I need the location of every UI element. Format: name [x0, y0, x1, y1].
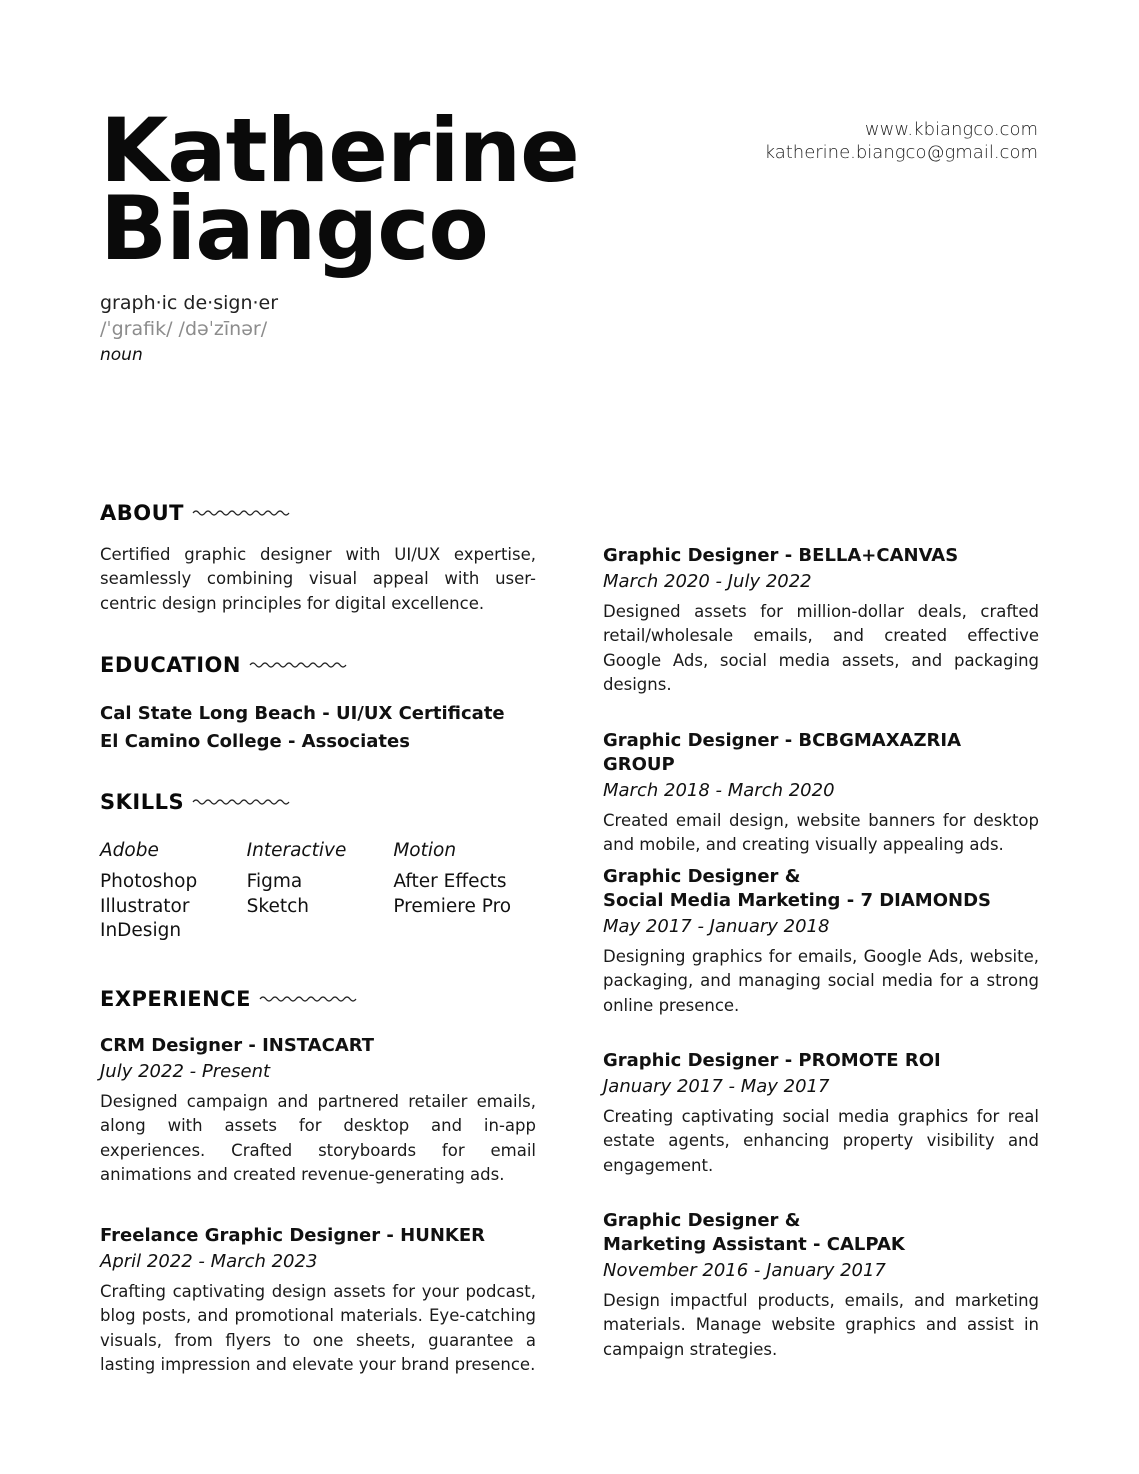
- job-entry: [603, 1209, 1039, 1362]
- job-dates: May 2017 - January 2018: [603, 916, 830, 937]
- experience-title: EXPERIENCE: [100, 987, 251, 1011]
- skill-column-adobe: [100, 838, 247, 944]
- skill-item: Premiere Pro: [393, 895, 512, 917]
- about-heading: [100, 501, 294, 525]
- skill-item: Photoshop: [100, 871, 198, 892]
- job-title: Social Media Marketing - 7 DIAMONDS: [603, 890, 991, 911]
- website-link[interactable]: www.kbiangco.com: [864, 119, 1038, 140]
- job-entry: [603, 729, 1039, 858]
- job-entry: [603, 1049, 1039, 1178]
- job-description: Crafting captivating design assets for your podcast, blog posts, and promotional materials. Eye-catching visuals, from flyers to one sheets, guarantee a lasting impression and elevate your brand presence.: [100, 1282, 536, 1374]
- education-item: Cal State Long Beach - UI/UX Certificate: [100, 703, 505, 724]
- skill-item: After Effects: [393, 871, 507, 892]
- skill-column-motion: [393, 838, 540, 944]
- job-title: Freelance Graphic Designer - HUNKER: [100, 1225, 485, 1246]
- squiggle-divider-icon: [259, 993, 361, 1005]
- job-entry: [603, 865, 1039, 1018]
- skill-column-interactive: [247, 838, 394, 944]
- candidate-name: [100, 99, 579, 280]
- skill-item: Sketch: [246, 895, 310, 917]
- last-name: Biangco: [100, 177, 488, 280]
- definition-part-of-speech: noun: [100, 345, 143, 365]
- definition-word: graph·ic de·sign·er: [100, 292, 279, 314]
- first-name: Katherine: [100, 99, 579, 202]
- job-dates: April 2022 - March 2023: [100, 1251, 318, 1272]
- skill-heading: Adobe: [100, 840, 159, 861]
- contact-info: [765, 118, 1038, 164]
- about-text: Certified graphic designer with UI/UX expertise, seamlessly combining visual appeal with user-centric design principles for digital excellence.: [100, 545, 536, 613]
- job-entry: [100, 1034, 536, 1187]
- skill-item: Illustrator: [100, 895, 190, 917]
- job-title: Marketing Assistant - CALPAK: [603, 1234, 905, 1255]
- job-title: Graphic Designer - BELLA+CANVAS: [603, 545, 959, 566]
- definition-pronunciation: /ˈgrafik/ /dəˈzīnər/: [100, 318, 268, 340]
- job-title: Graphic Designer &: [603, 866, 801, 887]
- job-description: Created email design, website banners for desktop and mobile, and creating visually appealing ads.: [603, 811, 1039, 855]
- education-title: EDUCATION: [100, 653, 241, 677]
- job-description: Designed campaign and partnered retailer emails, along with assets for desktop and in-app experiences. Crafted storyboards for email animations and created revenue-generating ads.: [100, 1092, 536, 1184]
- skills-title: SKILLS: [100, 790, 185, 814]
- job-entry: [100, 1224, 536, 1377]
- skill-heading: Motion: [393, 840, 457, 861]
- education-list: [100, 700, 540, 756]
- job-dates: July 2022 - Present: [100, 1061, 271, 1082]
- job-description: Designing graphics for emails, Google Ads, website, packaging, and managing social media for a strong online presence.: [603, 947, 1039, 1015]
- email-link[interactable]: katherine.biangco@gmail.com: [764, 142, 1038, 163]
- about-title: ABOUT: [100, 501, 184, 525]
- skill-item: Figma: [246, 871, 303, 892]
- job-description: Designed assets for million-dollar deals, crafted retail/wholesale emails, and created effective Google Ads, social media assets, and packaging designs.: [603, 602, 1039, 694]
- job-title: Graphic Designer &: [603, 1210, 801, 1231]
- job-title: Graphic Designer - BCBGMAXAZRIA GROUP: [603, 730, 962, 775]
- job-dates: March 2018 - March 2020: [603, 780, 835, 801]
- experience-heading: [100, 987, 361, 1011]
- squiggle-divider-icon: [249, 659, 351, 671]
- skills-grid: [100, 838, 540, 944]
- skill-heading: Interactive: [246, 840, 347, 861]
- squiggle-divider-icon: [192, 796, 294, 808]
- job-dates: January 2017 - May 2017: [603, 1076, 830, 1097]
- job-dates: March 2020 - July 2022: [603, 571, 812, 592]
- job-title: Graphic Designer - PROMOTE ROI: [603, 1050, 941, 1071]
- job-dates: November 2016 - January 2017: [603, 1260, 886, 1281]
- education-heading: [100, 653, 351, 677]
- job-entry: [603, 544, 1039, 697]
- job-description: Creating captivating social media graphics for real estate agents, enhancing property visibility and engagement.: [603, 1107, 1039, 1175]
- education-item: El Camino College - Associates: [100, 731, 410, 752]
- skills-heading: [100, 790, 294, 814]
- squiggle-divider-icon: [192, 507, 294, 519]
- job-title: CRM Designer - INSTACART: [100, 1035, 375, 1056]
- skill-item: InDesign: [100, 920, 182, 941]
- job-description: Design impactful products, emails, and marketing materials. Manage website graphics and assist in campaign strategies.: [603, 1291, 1039, 1359]
